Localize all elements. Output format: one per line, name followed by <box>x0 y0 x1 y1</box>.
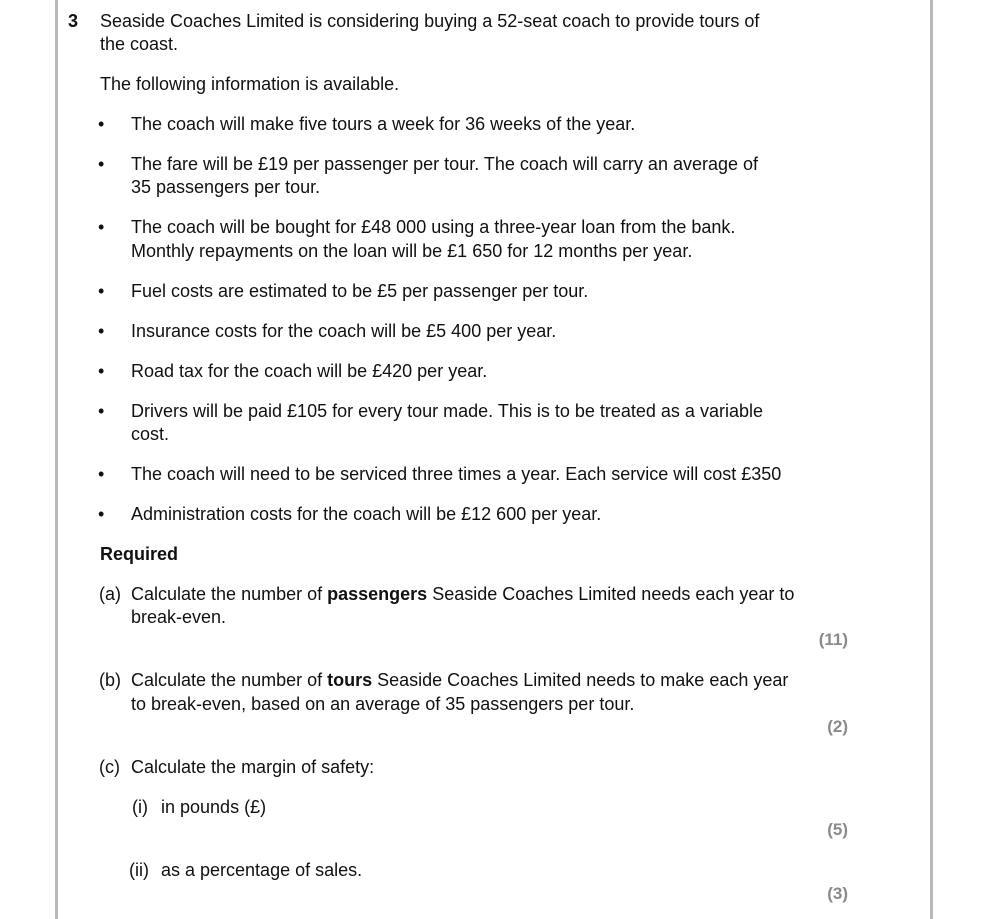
list-item-text: Insurance costs for the coach will be £5 400 per year. <box>131 321 557 341</box>
part-a-text-line2: break-even. <box>131 607 227 627</box>
part-b-text-line2: to break-even, based on an average of 35 passengers per tour. <box>131 694 635 714</box>
part-c-ii-label: (ii) <box>129 860 149 880</box>
list-item-text: The coach will need to be serviced three times a year. Each service will cost £350 <box>131 464 782 484</box>
bullet-icon: • <box>98 281 105 301</box>
list-item-text: Administration costs for the coach will be £12 600 per year. <box>131 504 602 524</box>
part-b-text-pre: Calculate the number of <box>131 670 328 690</box>
part-b-text-bold: tours <box>327 670 373 690</box>
part-a-label: (a) <box>99 584 121 604</box>
bullet-icon: • <box>98 464 105 484</box>
bullet-icon: • <box>98 361 105 381</box>
bullet-icon: • <box>98 401 105 421</box>
part-a-text <box>131 582 794 606</box>
bullet-icon: • <box>98 321 105 341</box>
list-item-text: Monthly repayments on the loan will be £1 650 for 12 months per year. <box>131 241 693 261</box>
part-c-i-text: in pounds (£) <box>161 797 267 817</box>
part-c-i-label: (i) <box>132 797 148 817</box>
part-a-text-pre: Calculate the number of <box>131 584 328 604</box>
intro-line-2: the coast. <box>100 34 179 54</box>
intro-line-1: Seaside Coaches Limited is considering buying a 52-seat coach to provide tours of <box>100 11 760 31</box>
required-heading: Required <box>100 544 179 564</box>
part-b-text <box>131 668 788 692</box>
part-b-text-post: Seaside Coaches Limited needs to make each year <box>372 670 789 690</box>
part-c-ii-text: as a percentage of sales. <box>161 860 363 880</box>
list-item-text: Fuel costs are estimated to be £5 per passenger per tour. <box>131 281 589 301</box>
bullet-icon: • <box>98 217 105 237</box>
list-item-text: cost. <box>131 424 170 444</box>
list-item-text: The coach will make five tours a week for 36 weeks of the year. <box>131 114 636 134</box>
part-a-marks: (11) <box>818 630 848 649</box>
part-a-text-bold: passengers <box>327 584 428 604</box>
question-number: 3 <box>68 11 79 31</box>
part-b-label: (b) <box>99 670 121 690</box>
list-item-text: The fare will be £19 per passenger per tour. The coach will carry an average of <box>131 154 759 174</box>
list-item-text: Road tax for the coach will be £420 per year. <box>131 361 488 381</box>
list-item-text: Drivers will be paid £105 for every tour made. This is to be treated as a variable <box>131 401 763 421</box>
part-c-ii-marks: (3) <box>827 884 848 903</box>
info-lead: The following information is available. <box>100 74 400 94</box>
part-c-i-marks: (5) <box>827 820 848 839</box>
part-b-marks: (2) <box>827 717 848 736</box>
bullet-icon: • <box>98 114 105 134</box>
part-c-text: Calculate the margin of safety: <box>131 757 375 777</box>
part-c-label: (c) <box>99 757 120 777</box>
list-item-text: The coach will be bought for £48 000 using a three-year loan from the bank. <box>131 217 736 237</box>
part-a-text-post: Seaside Coaches Limited needs each year to <box>427 584 795 604</box>
bullet-icon: • <box>98 504 105 524</box>
list-item-text: 35 passengers per tour. <box>131 177 321 197</box>
bullet-icon: • <box>98 154 105 174</box>
